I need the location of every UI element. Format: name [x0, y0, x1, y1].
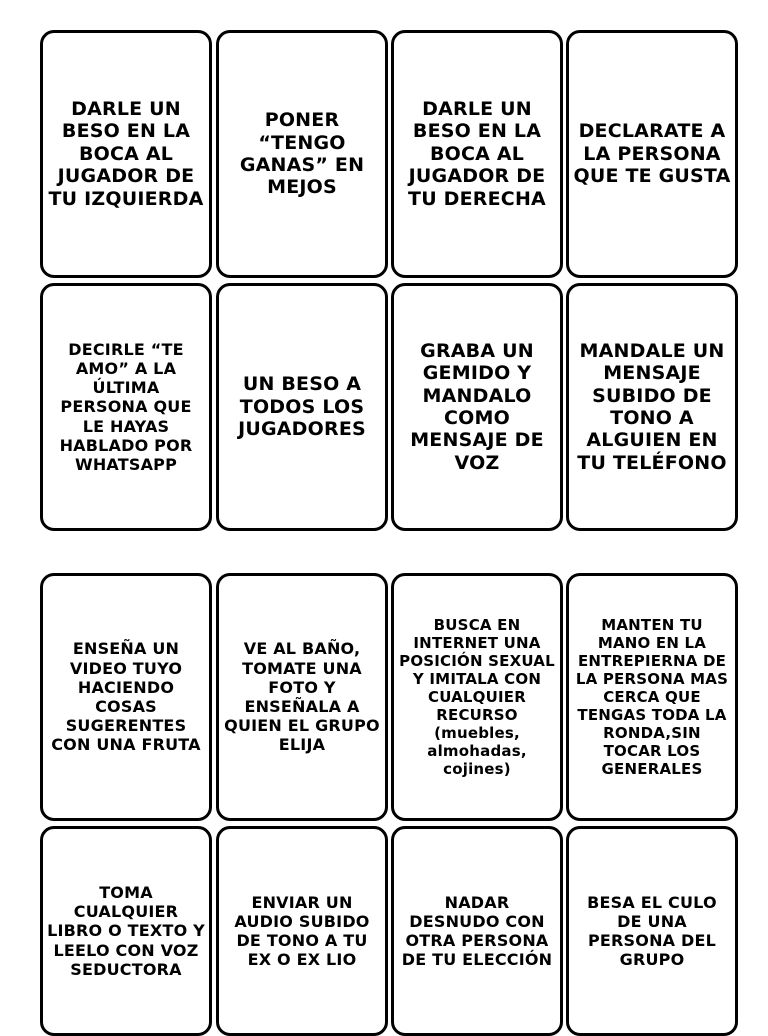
- card: [216, 826, 388, 1036]
- card-text: GRABA UN GEMIDO Y MANDALO COMO MENSAJE DE VOZ: [410, 339, 544, 474]
- card: [566, 30, 738, 278]
- card: [40, 573, 212, 821]
- card: [391, 30, 563, 278]
- card-text: UN BESO A TODOS LOS JUGADORES: [238, 373, 366, 441]
- card-text: VE AL BAÑO, TOMATE UNA FOTO Y ENSEÑALA A QUIEN EL GRUPO ELIJA: [224, 639, 380, 755]
- card: [391, 826, 563, 1036]
- card: [40, 826, 212, 1036]
- card-text: PONER “TENGO GANAS” EN MEJOS: [239, 109, 365, 199]
- card-text: MANTEN TU MANO EN LA ENTREPIERNA DE LA PERSONA MAS CERCA QUE TENGAS TODA LA RONDA,SIN TOCAR LOS GENERALES: [575, 616, 729, 778]
- card-text: DECIRLE “TE AMO” A LA ÚLTIMA PERSONA QUE LE HAYAS HABLADO POR WHATSAPP: [59, 339, 193, 474]
- card: [216, 30, 388, 278]
- card-text: MANDALE UN MENSAJE SUBIDO DE TONO A ALGUIEN EN TU TELÉFONO: [577, 339, 727, 474]
- card: [40, 30, 212, 278]
- card: [40, 283, 212, 531]
- card: [566, 826, 738, 1036]
- card: [566, 283, 738, 531]
- card-text: DARLE UN BESO EN LA BOCA AL JUGADOR DE TU DERECHA: [408, 97, 546, 210]
- card: [216, 573, 388, 821]
- card-text: BESA EL CULO DE UNA PERSONA DEL GRUPO: [587, 892, 717, 970]
- card: [391, 283, 563, 531]
- card: [566, 573, 738, 821]
- card-text: DARLE UN BESO EN LA BOCA AL JUGADOR DE TU IZQUIERDA: [48, 97, 204, 210]
- card-text: BUSCA EN INTERNET UNA POSICIÓN SEXUAL Y IMITALA CON CUALQUIER RECURSO (muebles, almohadas, cojines): [399, 616, 555, 778]
- card: [391, 573, 563, 821]
- card-text: ENSEÑA UN VIDEO TUYO HACIENDO COSAS SUGERENTES CON UNA FRUTA: [51, 639, 201, 755]
- card-text: DECLARATE A LA PERSONA QUE TE GUSTA: [573, 120, 731, 188]
- card-text: TOMA CUALQUIER LIBRO O TEXTO Y LEELO CON VOZ SEDUCTORA: [47, 883, 205, 979]
- card-text: NADAR DESNUDO CON OTRA PERSONA DE TU ELECCIÓN: [401, 892, 553, 970]
- card: [216, 283, 388, 531]
- card-text: ENVIAR UN AUDIO SUBIDO DE TONO A TU EX O EX LIO: [234, 892, 370, 970]
